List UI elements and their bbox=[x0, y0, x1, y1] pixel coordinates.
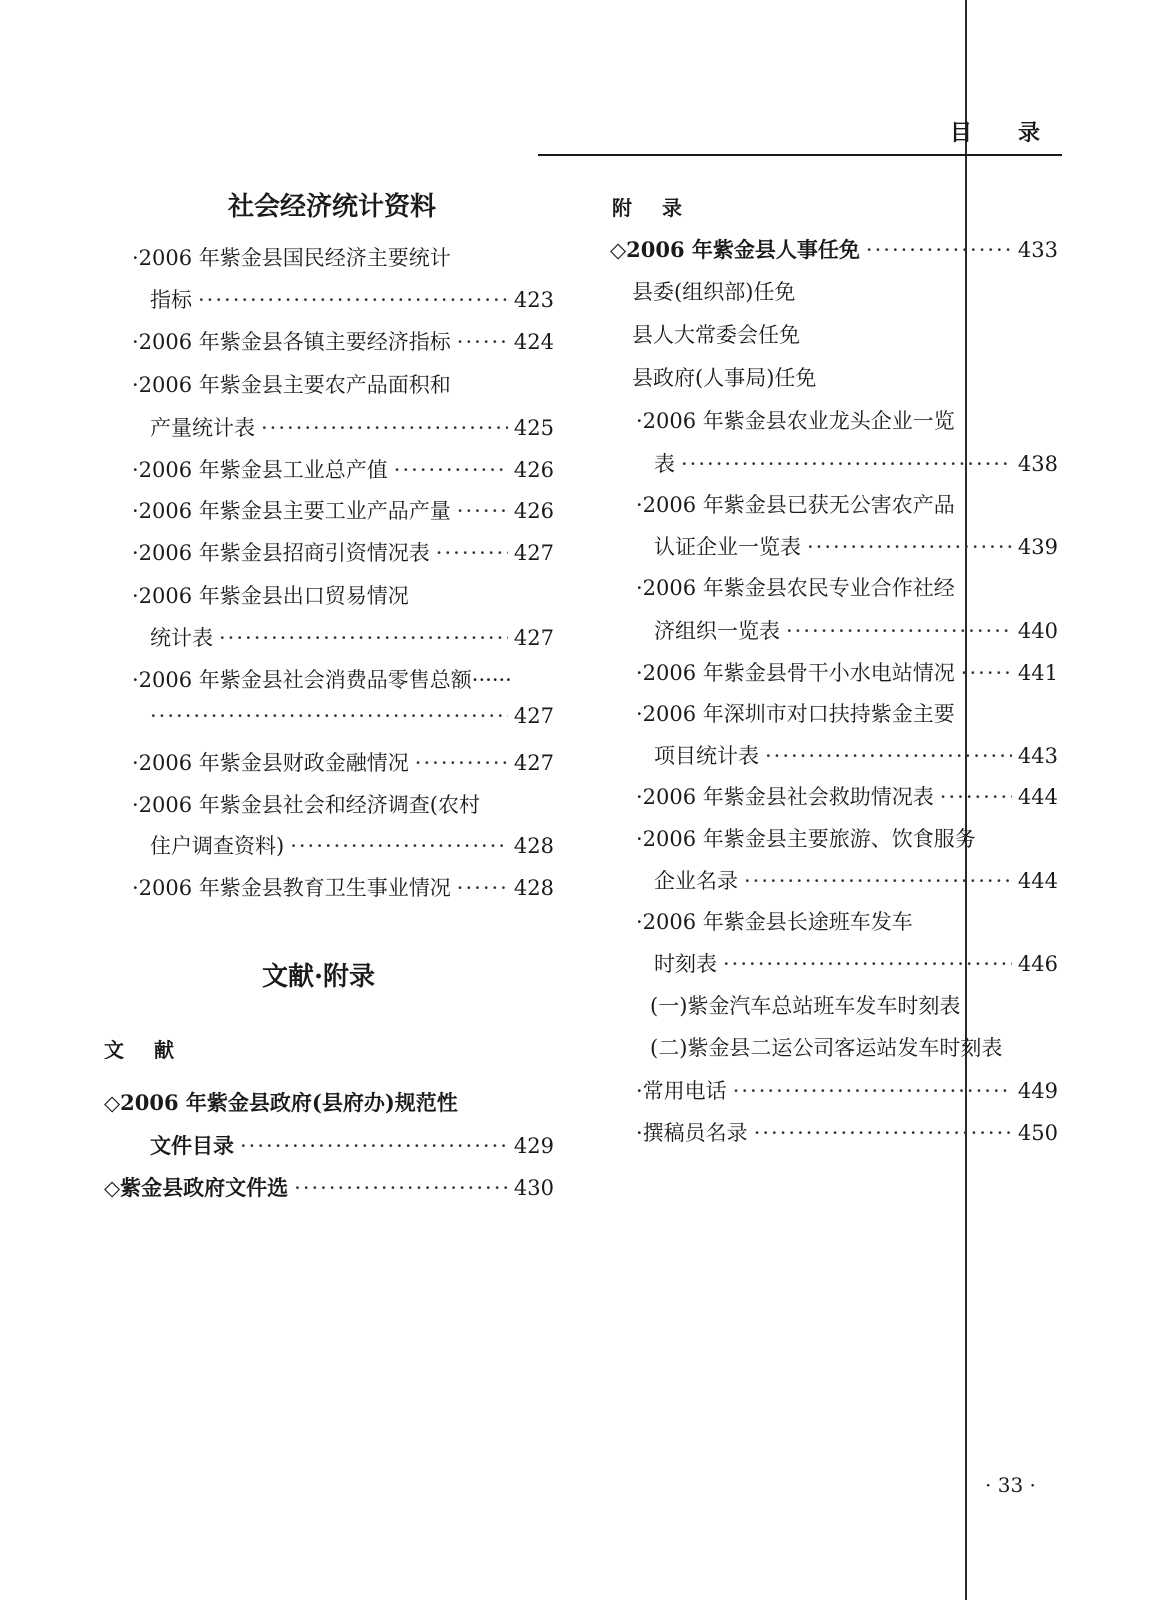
toc-entry[interactable]: ·2006 年紫金县招商引资情况表 ····· 427 bbox=[132, 537, 554, 567]
page-ref: 426 bbox=[513, 458, 554, 482]
page-ref: 427 bbox=[513, 704, 554, 728]
dot-leader bbox=[150, 704, 508, 728]
page-ref: 426 bbox=[513, 499, 554, 523]
toc-entry[interactable]: ·2006 年紫金县骨干小水电站情况 ····· 441 bbox=[636, 657, 1058, 687]
page-header-title: 目录 bbox=[950, 120, 1087, 146]
dot-leader bbox=[961, 661, 1012, 685]
toc-entry-line2[interactable]: 企业名录 ····· 444 bbox=[654, 865, 1058, 895]
toc-entry-line1[interactable]: ·2006 年深圳市对口扶持紫金主要 bbox=[636, 702, 955, 726]
dot-leader bbox=[765, 744, 1012, 768]
dot-leader bbox=[240, 1134, 508, 1158]
header-rule bbox=[538, 154, 1062, 156]
page-ref: 450 bbox=[1017, 1121, 1058, 1145]
toc-entry[interactable]: ·2006 年紫金县财政金融情况 ····· 427 bbox=[132, 747, 554, 777]
dot-leader bbox=[866, 238, 1012, 262]
toc-entry[interactable]: ·2006 年紫金县主要工业产品产量 ····· 426 bbox=[132, 495, 554, 525]
toc-entry-line2[interactable]: 时刻表 ····· 446 bbox=[654, 948, 1058, 978]
page-ref: 444 bbox=[1017, 785, 1058, 809]
dot-leader bbox=[219, 626, 508, 650]
page-ref: 425 bbox=[513, 416, 554, 440]
toc-subentry[interactable]: 县委(组织部)任免 bbox=[632, 280, 796, 304]
toc-subentry[interactable]: (二)紫金县二运公司客运站发车时刻表 bbox=[650, 1036, 1003, 1060]
dot-leader bbox=[457, 499, 508, 523]
toc-entry-line1[interactable]: ·2006 年紫金县社会和经济调查(农村 bbox=[132, 793, 480, 817]
page-ref: 441 bbox=[1017, 661, 1058, 685]
section-title-statistics: 社会经济统计资料 bbox=[228, 192, 437, 222]
page-ref: 446 bbox=[1017, 952, 1058, 976]
page-ref: 428 bbox=[513, 834, 554, 858]
dot-leader bbox=[290, 834, 508, 858]
page-ref: 449 bbox=[1017, 1079, 1058, 1103]
toc-entry[interactable]: ◇2006 年紫金县人事任免 ····· 433 bbox=[610, 234, 1058, 264]
toc-subentry[interactable]: 县人大常委会任免 bbox=[632, 323, 800, 347]
page-ref: 433 bbox=[1017, 238, 1058, 262]
page-ref: 427 bbox=[513, 541, 554, 565]
toc-entry[interactable]: ·2006 年紫金县教育卫生事业情况 ····· 428 bbox=[132, 872, 554, 902]
dot-leader bbox=[733, 1079, 1012, 1103]
toc-entry-line1[interactable]: ·2006 年紫金县出口贸易情况 bbox=[132, 584, 409, 608]
sub-label-documents: 文献 bbox=[104, 1038, 204, 1062]
toc-entry-line1[interactable]: ·2006 年紫金县主要农产品面积和 bbox=[132, 373, 451, 397]
dot-leader bbox=[754, 1121, 1012, 1145]
toc-entry[interactable]: ·2006 年紫金县各镇主要经济指标 ····· 424 bbox=[132, 326, 554, 356]
page-ref: 443 bbox=[1017, 744, 1058, 768]
page-ref: 427 bbox=[513, 751, 554, 775]
toc-entry-line1[interactable]: ·2006 年紫金县农业龙头企业一览 bbox=[636, 409, 955, 433]
page-ref: 444 bbox=[1017, 869, 1058, 893]
dot-leader bbox=[940, 785, 1012, 809]
dot-leader bbox=[261, 416, 508, 440]
sub-label-appendix: 附录 bbox=[612, 196, 712, 220]
page-ref: 428 bbox=[513, 876, 554, 900]
toc-entry-line1[interactable]: ·2006 年紫金县国民经济主要统计 bbox=[132, 246, 451, 270]
toc-entry-line2[interactable]: 文件目录 ····· 429 bbox=[150, 1130, 554, 1160]
toc-entry-line1[interactable]: ·2006 年紫金县已获无公害农产品 bbox=[636, 493, 955, 517]
toc-subentry[interactable]: 县政府(人事局)任免 bbox=[632, 366, 817, 390]
dot-leader bbox=[436, 541, 508, 565]
page-ref: 440 bbox=[1017, 619, 1058, 643]
toc-entry-line1[interactable]: ·2006 年紫金县社会消费品零售总额······ bbox=[132, 668, 512, 692]
dot-leader bbox=[457, 330, 508, 354]
dot-leader bbox=[723, 952, 1012, 976]
toc-entry-line1[interactable]: ·2006 年紫金县主要旅游、饮食服务 bbox=[636, 827, 976, 851]
dot-leader bbox=[294, 1176, 508, 1200]
page-ref: 429 bbox=[513, 1134, 554, 1158]
dot-leader bbox=[457, 876, 508, 900]
toc-entry-line2[interactable]: 项目统计表 ····· 443 bbox=[654, 740, 1058, 770]
toc-subentry[interactable]: (一)紫金汽车总站班车发车时刻表 bbox=[650, 994, 961, 1018]
toc-entry-line2[interactable]: 表 ····· 438 bbox=[654, 448, 1058, 478]
toc-entry-line1[interactable]: ·2006 年紫金县农民专业合作社经 bbox=[636, 576, 955, 600]
dot-leader bbox=[744, 869, 1012, 893]
page-ref: 430 bbox=[513, 1176, 554, 1200]
toc-entry[interactable]: ·2006 年紫金县工业总产值 ····· 426 bbox=[132, 454, 554, 484]
toc-entry[interactable]: ·撰稿员名录 ····· 450 bbox=[636, 1117, 1058, 1147]
page-ref: 424 bbox=[513, 330, 554, 354]
toc-entry-line2[interactable]: 认证企业一览表 ····· 439 bbox=[654, 531, 1058, 561]
page-ref: 423 bbox=[513, 288, 554, 312]
toc-entry[interactable]: ◇紫金县政府文件选 ····· 430 bbox=[104, 1172, 554, 1202]
dot-leader bbox=[394, 458, 508, 482]
page-ref: 438 bbox=[1017, 452, 1058, 476]
toc-entry-line2[interactable]: 住户调查资料) ····· 428 bbox=[150, 830, 554, 860]
section-title-documents-appendix: 文献·附录 bbox=[262, 962, 376, 992]
toc-entry[interactable]: ·常用电话 ····· 449 bbox=[636, 1075, 1058, 1105]
dot-leader bbox=[807, 535, 1012, 559]
toc-entry-line2[interactable]: 产量统计表 ····· 425 bbox=[150, 412, 554, 442]
dot-leader bbox=[198, 288, 508, 312]
toc-entry-line2[interactable]: 指标 ····· 423 bbox=[150, 284, 554, 314]
page-ref: 427 bbox=[513, 626, 554, 650]
page-number: · 33 · bbox=[985, 1473, 1036, 1497]
toc-entry-line2[interactable]: 济组织一览表 ····· 440 bbox=[654, 615, 1058, 645]
dot-leader bbox=[681, 452, 1012, 476]
dot-leader bbox=[786, 619, 1012, 643]
page-ref: 439 bbox=[1017, 535, 1058, 559]
dot-leader bbox=[415, 751, 508, 775]
toc-entry-line2[interactable] bbox=[150, 704, 554, 728]
toc-entry[interactable]: ·2006 年紫金县社会救助情况表 ····· 444 bbox=[636, 781, 1058, 811]
toc-entry-line2[interactable]: 统计表 ····· 427 bbox=[150, 622, 554, 652]
toc-entry-line1[interactable]: ◇2006 年紫金县政府(县府办)规范性 bbox=[104, 1090, 458, 1115]
toc-entry-line1[interactable]: ·2006 年紫金县长途班车发车 bbox=[636, 910, 913, 934]
